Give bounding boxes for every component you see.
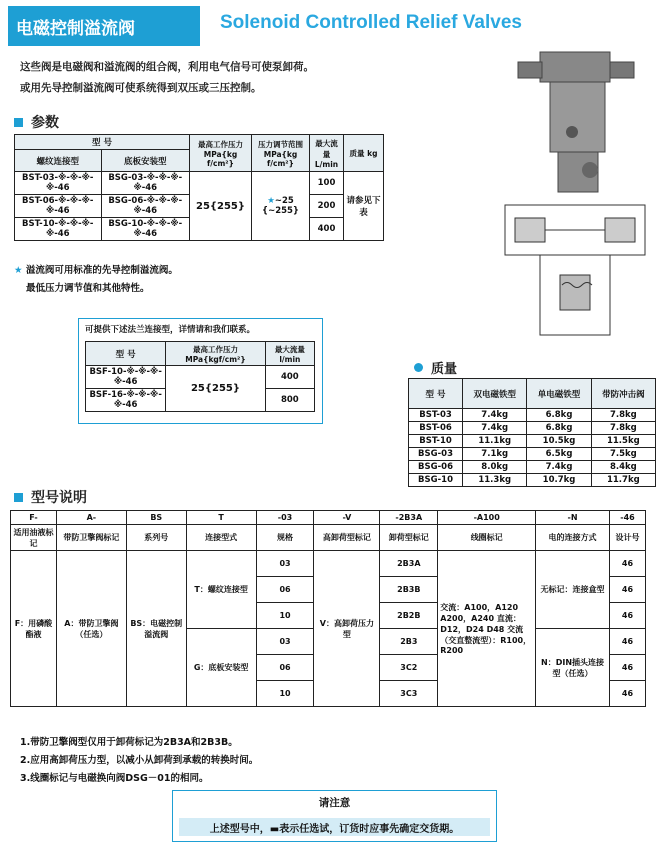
col-mass: 质量 kg xyxy=(344,135,384,172)
coil-cell: 交流：A100，A120 A200，A240 直流：D12，D24 D48 交流（交直整流型）：R100，R200 xyxy=(438,551,536,707)
section-bullet-icon xyxy=(14,493,23,502)
col-shock: 带防冲击阀 xyxy=(591,379,655,409)
col-flow: 最大流量 l/min xyxy=(265,342,314,366)
mass-table-wrap xyxy=(408,378,656,487)
code-cell: -46 xyxy=(609,511,645,525)
flow-cell: 100 xyxy=(310,172,344,195)
table-cell: 7.4kg xyxy=(527,461,591,474)
label-cell: 电的连接方式 xyxy=(536,525,610,551)
guard-cell: A：带防卫擎阀（任选） xyxy=(56,551,126,707)
table-row: BST-06-※-※-※-※-46 xyxy=(15,195,102,218)
attention-text: 上述型号中，▬表示任选试，订货时应事先确定交货期。 xyxy=(179,818,490,836)
design-cell: 46 xyxy=(609,577,645,603)
table-cell: 6.8kg xyxy=(527,409,591,422)
flange-table xyxy=(85,341,315,412)
col-double: 双电磁铁型 xyxy=(463,379,527,409)
flange-intro: 可提供下述法兰连接型，详情请和我们联系。 xyxy=(85,325,256,335)
attention-title: 请注意 xyxy=(318,797,351,809)
table-cell: 7.4kg xyxy=(463,422,527,435)
params-notes: ★ 溢流阀可用标准的先导控制溢流阀。 最低压力调节值和其他特性。 xyxy=(14,265,178,294)
page-title-cn: 电磁控制溢流阀 xyxy=(8,6,200,46)
params-table xyxy=(14,134,384,241)
col-range: 压力调节范围 MPa{kg f/cm²} xyxy=(252,135,310,172)
col-pressure: 最高工作压力 MPa{kg f/cm²} xyxy=(190,135,252,172)
mass-heading: 质量 xyxy=(414,358,457,377)
unload-cell: 2B3 xyxy=(380,629,438,655)
table-cell: BST-03 xyxy=(409,409,463,422)
model-code-table xyxy=(10,510,646,707)
table-row: BSF-16-※-※-※-※-46 xyxy=(86,389,166,412)
section-bullet-icon xyxy=(14,118,23,127)
table-cell: BSG-03 xyxy=(409,448,463,461)
code-cell: -03 xyxy=(256,511,314,525)
table-cell: 6.8kg xyxy=(527,422,591,435)
table-cell: BSG-06 xyxy=(409,461,463,474)
code-cell: A- xyxy=(56,511,126,525)
label-cell: 卸荷型标记 xyxy=(380,525,438,551)
size-cell: 10 xyxy=(256,603,314,629)
table-row: BSF-10-※-※-※-※-46 xyxy=(86,366,166,389)
col-model: 型 号 xyxy=(86,342,166,366)
code-cell: F- xyxy=(11,511,57,525)
design-cell: 46 xyxy=(609,681,645,707)
code-cell: -V xyxy=(314,511,380,525)
unload-cell: 2B3B xyxy=(380,577,438,603)
model-code-heading: 型号说明 xyxy=(14,487,87,507)
code-cell: -A100 xyxy=(438,511,536,525)
size-cell: 06 xyxy=(256,655,314,681)
high-cell: V：高卸荷压力型 xyxy=(314,551,380,707)
conn-t-cell: T：螺纹连接型 xyxy=(186,551,256,629)
table-row: BSG-06-※-※-※-※-46 xyxy=(101,195,190,218)
mass-table xyxy=(408,378,656,487)
col-flow: 最大流量 L/min xyxy=(310,135,344,172)
footnote-2: 2.应用高卸荷压力型，以减小从卸荷到承载的转换时间。 xyxy=(20,755,259,766)
unload-cell: 2B2B xyxy=(380,603,438,629)
col-pressure: 最高工作压力 MPa{kgf/cm²} xyxy=(166,342,265,366)
page-title-en: Solenoid Controlled Relief Valves xyxy=(220,12,522,33)
table-cell: BST-10 xyxy=(409,435,463,448)
design-cell: 46 xyxy=(609,629,645,655)
code-cell: -2B3A xyxy=(380,511,438,525)
attention-box xyxy=(172,790,497,842)
flow-cell: 400 xyxy=(310,218,344,241)
table-row: BST-10-※-※-※-※-46 xyxy=(15,218,102,241)
mass-cell: 请参见下表 xyxy=(344,172,384,241)
flange-box xyxy=(78,318,323,424)
section-dot-icon xyxy=(414,363,423,372)
table-cell: 7.1kg xyxy=(463,448,527,461)
series-cell: BS：电磁控制溢流阀 xyxy=(126,551,186,707)
table-row: BSG-03-※-※-※-※-46 xyxy=(101,172,190,195)
label-cell: 连接型式 xyxy=(186,525,256,551)
size-cell: 10 xyxy=(256,681,314,707)
footnote-3: 3.线圈标记与电磁换向阀DSG－01的相同。 xyxy=(20,773,209,784)
table-cell: 10.5kg xyxy=(527,435,591,448)
params-heading: 参数 xyxy=(14,112,59,132)
range-cell: ★~25 {~255} xyxy=(252,172,310,241)
col-single: 单电磁铁型 xyxy=(527,379,591,409)
label-cell: 高卸荷型标记 xyxy=(314,525,380,551)
flow-cell: 200 xyxy=(310,195,344,218)
code-cell: -N xyxy=(536,511,610,525)
params-table-wrap xyxy=(14,134,384,241)
valve-illustration xyxy=(500,40,650,340)
design-cell: 46 xyxy=(609,551,645,577)
table-cell: 11.5kg xyxy=(591,435,655,448)
unload-cell: 3C3 xyxy=(380,681,438,707)
flow-cell: 400 xyxy=(265,366,314,389)
flow-cell: 800 xyxy=(265,389,314,412)
table-cell: 6.5kg xyxy=(527,448,591,461)
table-cell: BST-06 xyxy=(409,422,463,435)
table-cell: 10.7kg xyxy=(527,474,591,487)
unload-cell: 2B3A xyxy=(380,551,438,577)
code-cell: T xyxy=(186,511,256,525)
label-cell: 设计号 xyxy=(609,525,645,551)
label-cell: 规格 xyxy=(256,525,314,551)
elec-2-cell: N：DIN插头连接型（任选） xyxy=(536,629,610,707)
star-icon: ★ xyxy=(14,265,23,276)
size-cell: 06 xyxy=(256,577,314,603)
col-thread: 螺纹连接型 xyxy=(15,150,102,172)
intro-text xyxy=(20,57,314,99)
col-base: 底板安装型 xyxy=(101,150,190,172)
table-cell: 7.8kg xyxy=(591,422,655,435)
intro-line-1: 这些阀是电磁阀和溢流阀的组合阀，利用电气信号可使泵卸荷。 xyxy=(20,61,314,73)
col-model: 型 号 xyxy=(15,135,190,150)
elec-1-cell: 无标记：连接盒型 xyxy=(536,551,610,629)
design-cell: 46 xyxy=(609,655,645,681)
size-cell: 03 xyxy=(256,629,314,655)
label-cell: 线圈标记 xyxy=(438,525,536,551)
footnote-1: 1.带防卫擎阀型仅用于卸荷标记为2B3A和2B3B。 xyxy=(20,737,238,748)
table-cell: 7.5kg xyxy=(591,448,655,461)
label-cell: 系列号 xyxy=(126,525,186,551)
table-cell: 8.4kg xyxy=(591,461,655,474)
label-cell: 带防卫擎阀标记 xyxy=(56,525,126,551)
footnotes xyxy=(20,734,258,788)
fluid-cell: F：用磷酸酯液 xyxy=(11,551,57,707)
table-cell: 11.3kg xyxy=(463,474,527,487)
star-icon: ★ xyxy=(267,196,275,206)
table-cell: 7.8kg xyxy=(591,409,655,422)
table-cell: BSG-10 xyxy=(409,474,463,487)
table-row: BSG-10-※-※-※-※-46 xyxy=(101,218,190,241)
table-cell: 8.0kg xyxy=(463,461,527,474)
table-row: BST-03-※-※-※-※-46 xyxy=(15,172,102,195)
code-cell: BS xyxy=(126,511,186,525)
size-cell: 03 xyxy=(256,551,314,577)
table-cell: 11.1kg xyxy=(463,435,527,448)
pressure-cell: 25{255} xyxy=(166,366,265,412)
intro-line-2: 或用先导控制溢流阀可使系统得到双压或三压控制。 xyxy=(20,82,262,94)
pressure-cell: 25{255} xyxy=(190,172,252,241)
table-cell: 11.7kg xyxy=(591,474,655,487)
unload-cell: 3C2 xyxy=(380,655,438,681)
table-cell: 7.4kg xyxy=(463,409,527,422)
model-code-wrap xyxy=(10,510,646,707)
valve-drawing xyxy=(500,40,650,340)
conn-g-cell: G：底板安装型 xyxy=(186,629,256,707)
col-model: 型 号 xyxy=(409,379,463,409)
design-cell: 46 xyxy=(609,603,645,629)
label-cell: 适用油液标记 xyxy=(11,525,57,551)
